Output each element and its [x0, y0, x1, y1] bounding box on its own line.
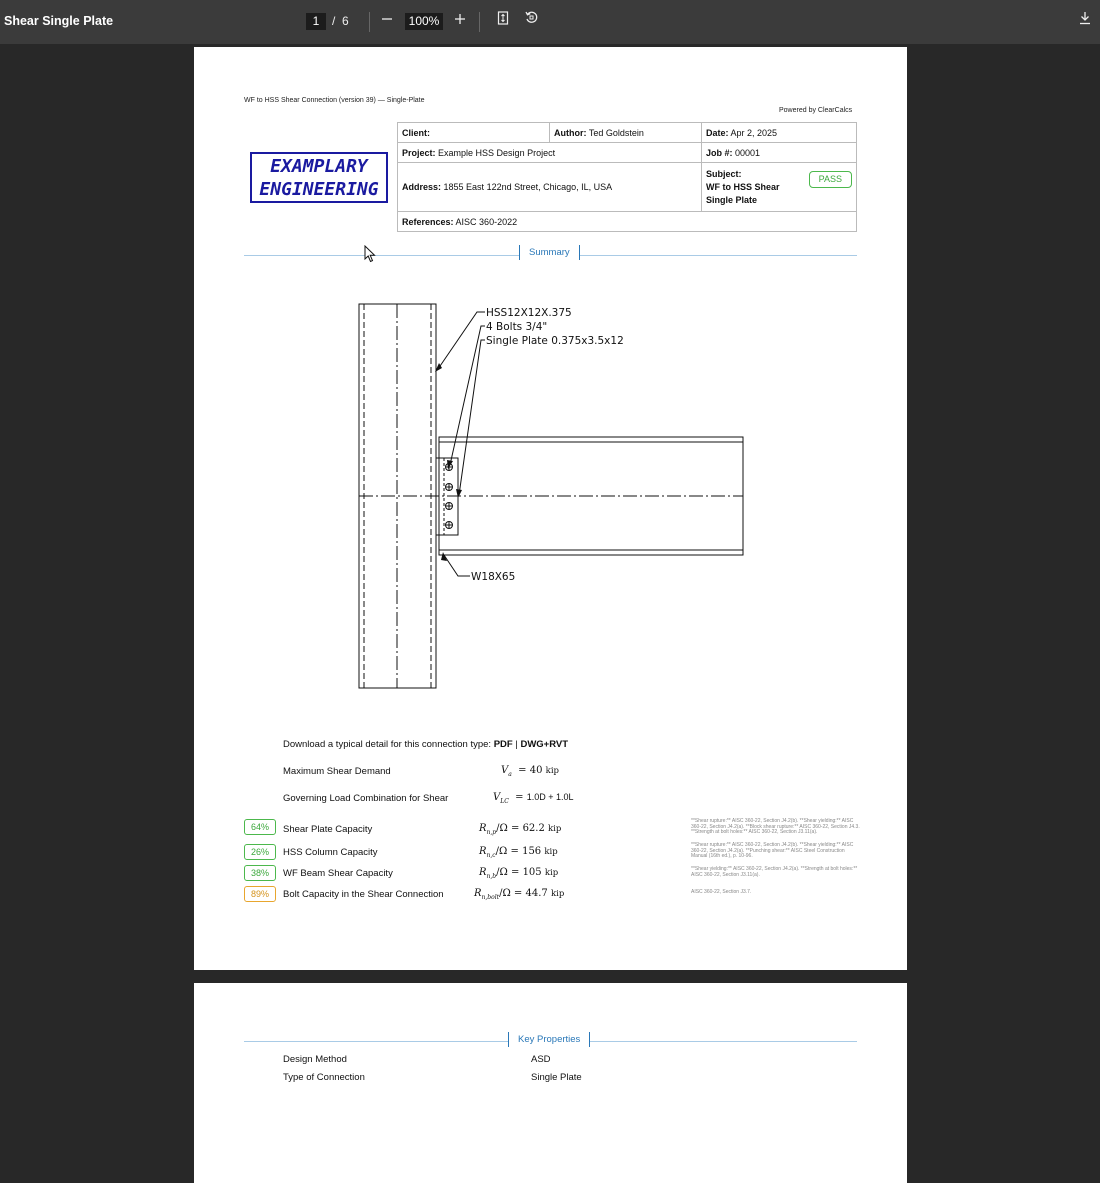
- check-label: Shear Plate Capacity: [283, 824, 373, 835]
- arrow-head: [456, 489, 462, 498]
- powered-by-text: Powered by ClearCalcs: [779, 107, 853, 114]
- connection-type-value: Single Plate: [531, 1072, 582, 1083]
- document-title: Shear Single Plate: [4, 14, 114, 28]
- check-label: HSS Column Capacity: [283, 847, 378, 858]
- check-formula: $R_{n,bolt}/\Omega = 44.7$ kip: [474, 888, 565, 901]
- company-logo: [250, 152, 388, 203]
- total-pages: 6: [342, 14, 349, 28]
- status-badge: PASS: [809, 171, 852, 188]
- logo-line-2: ENGINEERING: [259, 179, 379, 200]
- download-button[interactable]: [1074, 10, 1096, 32]
- max-shear-label: Maximum Shear Demand: [283, 766, 391, 777]
- subject-cell: PASS Subject: WF to HSS Shear Single Plate: [702, 163, 857, 212]
- date-cell: Date: Apr 2, 2025: [702, 123, 857, 143]
- check-formula: $R_{n,b}/\Omega = 105$ kip: [479, 867, 559, 880]
- pdf-toolbar: [0, 0, 1100, 44]
- check-reference: **Shear rupture:** AISC 360-22, Section J4.2(b). **Shear yielding:** AISC 360-22, Section J4.2(a). **Punching shear:** AISC Steel Construction Manual (16th ed.), p. 10-96.: [691, 842, 854, 860]
- fit-page-button[interactable]: [492, 10, 514, 32]
- beam-leader: [444, 555, 470, 576]
- design-method-value: ASD: [531, 1054, 551, 1065]
- check-label: Bolt Capacity in the Shear Connection: [283, 889, 444, 900]
- check-reference: **Shear rupture:** AISC 360-22, Section J4.2(b). **Shear yielding:** AISC 360-22, Section J4.2(a). **Block shear rupture:** AISC 360-22, Section J4.3. **Strength at bolt holes:** AISC 360-22, Section J3.11(a).: [691, 818, 860, 836]
- job-cell: Job #: 00001: [702, 143, 857, 163]
- bolts-label: 4 Bolts 3/4": [486, 321, 548, 333]
- rotate-icon: [524, 10, 539, 25]
- utilization-badge: 38%: [244, 865, 276, 881]
- project-cell: Project: Example HSS Design Project: [398, 143, 702, 163]
- download-detail-row: Download a typical detail for this connection type: PDF | DWG+RVT: [283, 739, 569, 750]
- pdf-page-2: [194, 983, 907, 1183]
- address-cell: Address: 1855 East 122nd Street, Chicago, IL, USA: [398, 163, 702, 212]
- author-cell: Author: Ted Goldstein: [550, 123, 702, 143]
- project-info-table: [397, 122, 857, 232]
- current-page-input[interactable]: 1: [306, 13, 326, 30]
- zoom-out-button[interactable]: [376, 10, 398, 32]
- minus-icon: [381, 13, 393, 25]
- fit-page-icon: [497, 11, 509, 25]
- page-separator: /: [332, 14, 336, 28]
- design-method-label: Design Method: [283, 1054, 347, 1065]
- toolbar-divider: [369, 12, 370, 32]
- utilization-badge: 26%: [244, 844, 276, 860]
- check-label: WF Beam Shear Capacity: [283, 868, 393, 879]
- zoom-in-button[interactable]: [449, 10, 471, 32]
- plate-label: Single Plate 0.375x3.5x12: [486, 335, 624, 347]
- document-header-text: WF to HSS Shear Connection (version 39) — Single-Plate: [244, 97, 425, 104]
- utilization-badge: 64%: [244, 819, 276, 835]
- plate-leader: [459, 340, 485, 495]
- check-formula: $R_{n,p}/\Omega = 62.2$ kip: [479, 823, 562, 836]
- logo-line-1: EXAMPLARY: [270, 156, 368, 177]
- connection-type-label: Type of Connection: [283, 1072, 365, 1083]
- max-shear-formula: $V_a = 40$ kip: [501, 765, 559, 778]
- download-dwg-link[interactable]: DWG+RVT: [520, 739, 569, 750]
- references-cell: References: AISC 360-2022: [398, 212, 857, 232]
- summary-section-title: Summary: [519, 245, 580, 260]
- utilization-badge: 89%: [244, 886, 276, 902]
- zoom-level-input[interactable]: 100%: [405, 13, 443, 30]
- pdf-page-1: [194, 47, 907, 970]
- connection-drawing: [344, 287, 764, 707]
- rotate-button[interactable]: [520, 10, 542, 32]
- key-properties-section-title: Key Properties: [508, 1032, 590, 1047]
- check-reference: **Shear yielding:** AISC 360-22, Section J4.2(a). **Strength at bolt holes:** AISC 360-22, Section J3.11(a).: [691, 866, 858, 878]
- mouse-cursor-icon: [364, 245, 376, 263]
- check-formula: $R_{n,c}/\Omega = 156$ kip: [479, 846, 558, 859]
- check-reference: AISC 360-22, Section J3.7.: [691, 889, 752, 895]
- toolbar-divider: [479, 12, 480, 32]
- column-label: HSS12X12X.375: [486, 307, 572, 319]
- beam-label: W18X65: [471, 571, 516, 583]
- download-icon: [1078, 11, 1092, 25]
- load-combo-formula: $V_{LC} = 1.0D + 1.0L$: [493, 792, 574, 805]
- arrow-head: [441, 552, 447, 561]
- download-pdf-link[interactable]: PDF: [493, 739, 513, 750]
- plus-icon: [454, 13, 466, 25]
- client-cell: Client:: [398, 123, 550, 143]
- load-combo-label: Governing Load Combination for Shear: [283, 793, 449, 804]
